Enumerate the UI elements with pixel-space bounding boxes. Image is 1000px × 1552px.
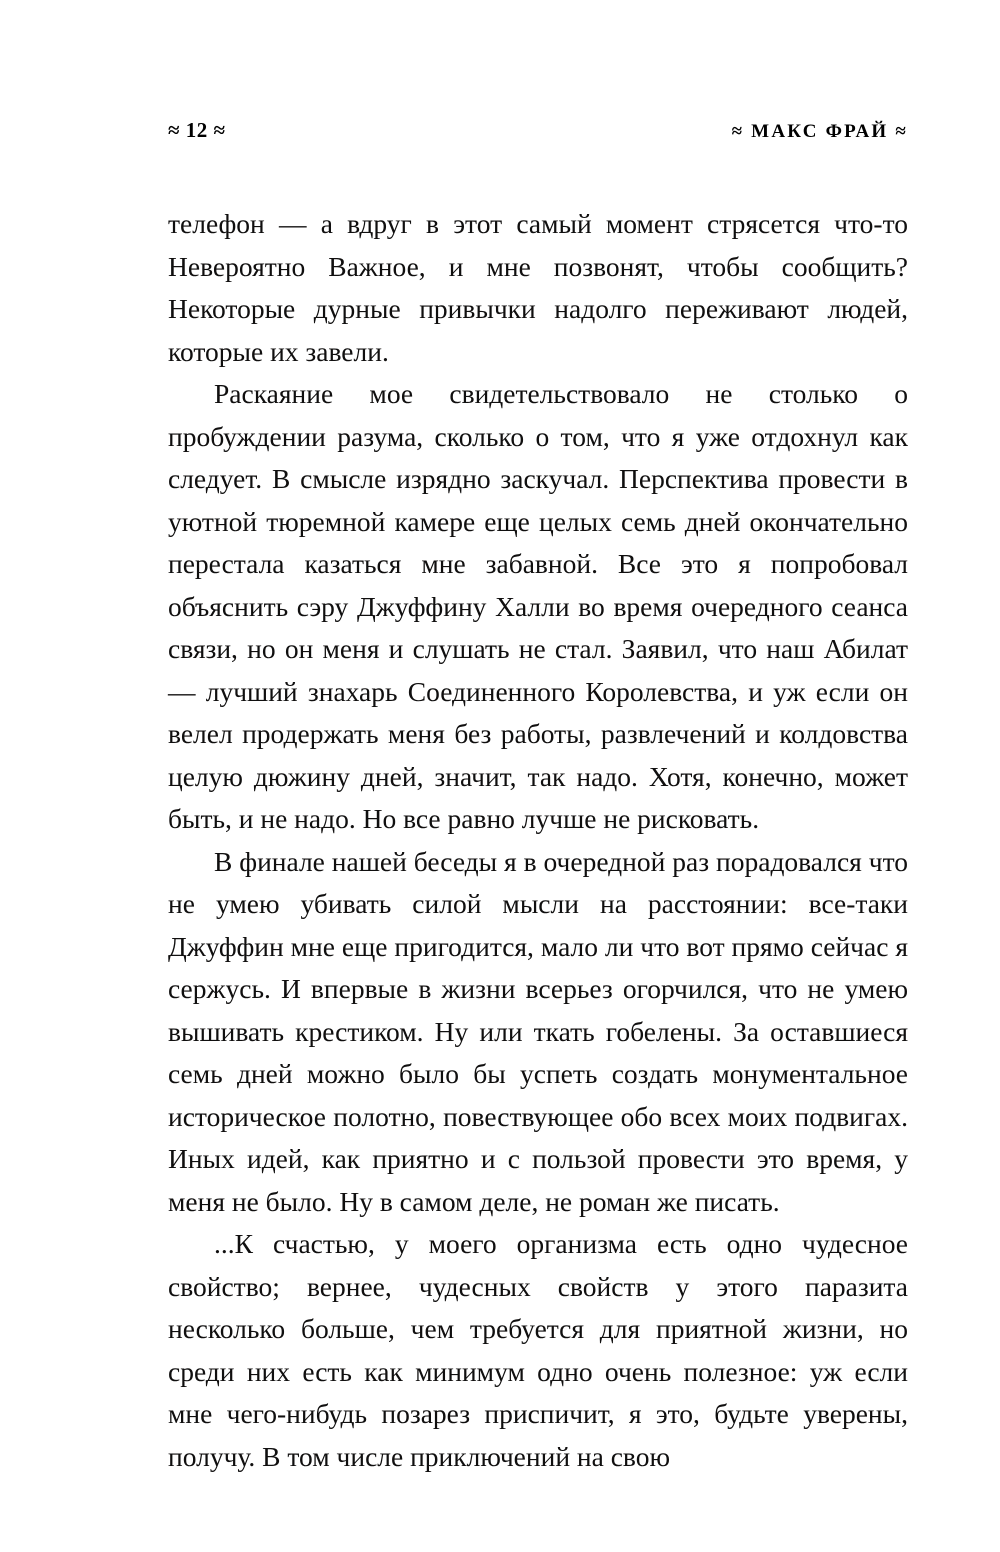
paragraph: Раскаяние мое свидетельствовало не столько о пробуждении разума, сколько о том, что я уже отдохнул как следует. В смысле изрядно заскучал. Перспектива провести в уютной тюремной камере еще целых семь дней окончательно перестала казаться мне забавной. Все это я попробовал объяснить сэру Джуффину Халли во время очередного сеанса связи, но он меня и слушать не стал. Заявил, что наш Абилат — лучший знахарь Соединенного Королевства, и уж если он велел продержать меня без работы, развлечений и колдовства целую дюжину дней, значит, так надо. Хотя, конечно, может быть, и не надо. Но все равно лучше не рисковать. — [168, 378, 908, 834]
paragraph: ...К счастью, у моего организма есть одно чудесное свойство; вернее, чудесных свойств у этого паразита несколько больше, чем требуется для приятной жизни, но среди них есть как минимум одно очень полезное: уж если мне чего-нибудь позарез приспичит, я это, будьте уверены, получу. В том числе приключений на свою — [168, 1228, 908, 1472]
running-head-author: ≈ МАКС ФРАЙ ≈ — [731, 121, 908, 142]
paragraph: В финале нашей беседы я в очередной раз порадовался что не умею убивать силой мысли на расстоянии: все-таки Джуффин мне еще пригодится, мало ли что вот прямо сейчас я сержусь. И впервые в жизни всерьез огорчился, что не умею вышивать крестиком. Ну или ткать гобелены. За оставшиеся семь дней можно было бы успеть создать монументальное историческое полотно, повествующее обо всех моих подвигах. Иных идей, как приятно и с пользой провести это время, у меня не было. Ну в самом деле, не роман же писать. — [168, 845, 908, 1217]
body-text — [168, 203, 908, 1478]
running-head — [168, 118, 908, 143]
page-content — [168, 118, 908, 1478]
paragraph: телефон — а вдруг в этот самый момент стрясется что-то Невероятно Важное, и мне позвонят, чтобы сообщить? Некоторые дурные привычки надолго переживают людей, которые их завели. — [168, 208, 908, 367]
page-number: ≈ 12 ≈ — [168, 118, 226, 142]
